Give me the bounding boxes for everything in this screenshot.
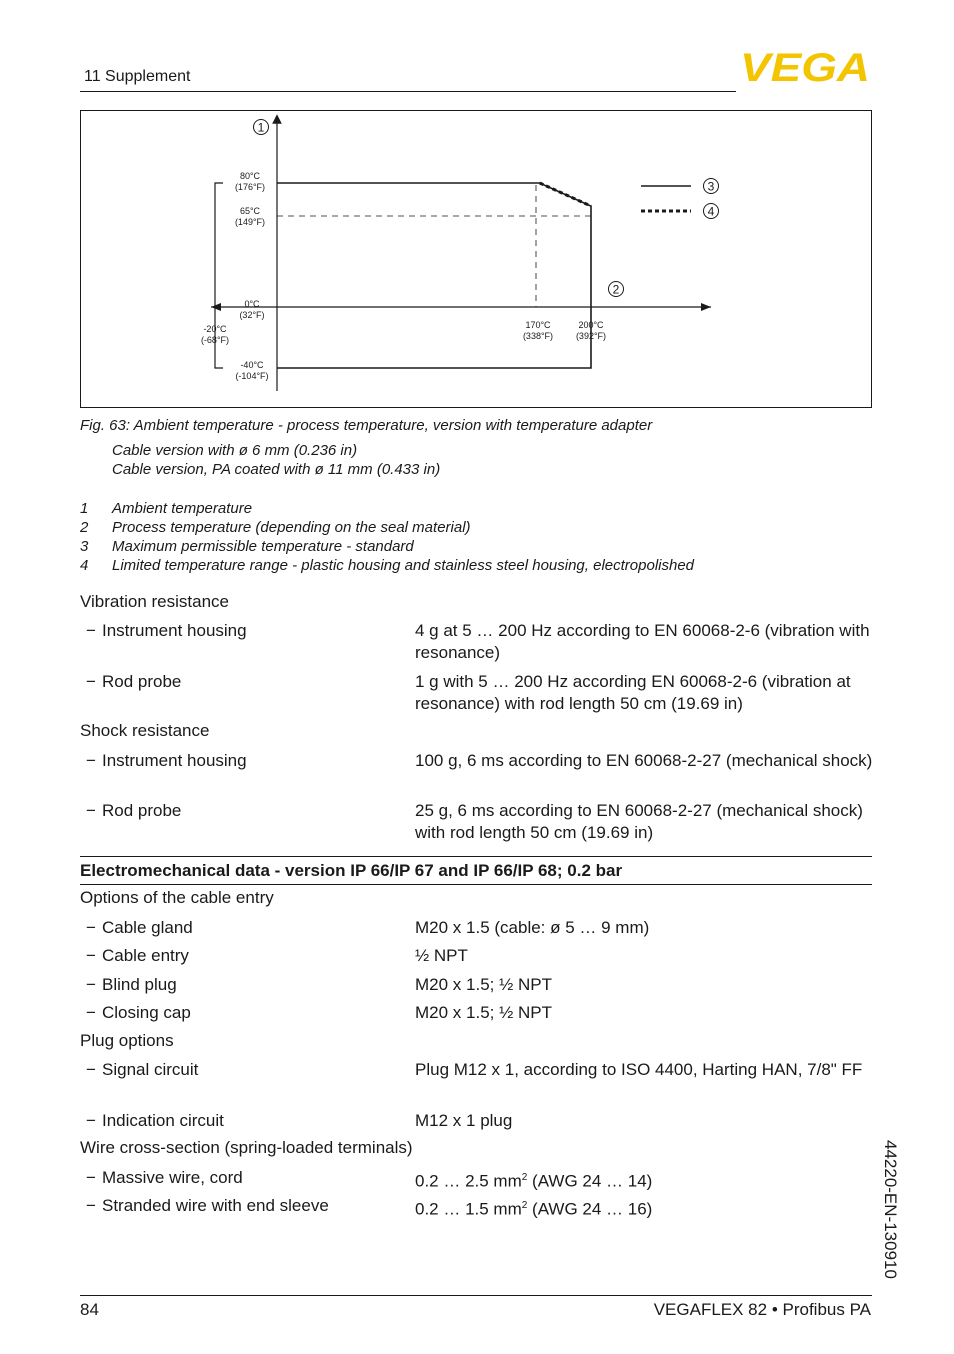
- marker-1-label: 1: [257, 120, 265, 135]
- spec-label: Cable gland: [102, 918, 193, 937]
- legend-item: [80, 500, 840, 517]
- ytick-0f: (32°F): [239, 310, 265, 320]
- spec-label: Blind plug: [102, 975, 177, 994]
- legend-num: 2: [80, 519, 89, 536]
- figure-subline-1: Cable version with ø 6 mm (0.236 in): [112, 442, 358, 459]
- document-code-text: 44220-EN-130910: [881, 1140, 900, 1279]
- dash: −: [86, 621, 96, 640]
- ytick-m20c: -20°C: [203, 324, 227, 334]
- xtick-200f: (392°F): [575, 331, 607, 341]
- temperature-chart: [81, 111, 871, 407]
- spec-label: Cable entry: [102, 946, 189, 965]
- legend-num: 4: [80, 557, 89, 574]
- dash: −: [86, 1168, 96, 1187]
- section-header: 11 Supplement: [84, 68, 191, 85]
- dash: −: [86, 1111, 96, 1130]
- legend-item: [80, 557, 840, 574]
- marker-3-label: 3: [707, 179, 715, 194]
- spec-label: Instrument housing: [102, 621, 247, 640]
- dash: −: [86, 672, 96, 691]
- spec-value: M20 x 1.5 (cable: ø 5 … 9 mm): [415, 918, 650, 937]
- legend-num: 3: [80, 538, 89, 555]
- spec-label: Rod probe: [102, 801, 182, 820]
- spec-value: 0.2 … 2.5 $mm^2$ (AWG 24 … 14): [415, 1171, 653, 1191]
- heading-rule-top: [80, 856, 872, 857]
- spec-label: Closing cap: [102, 1003, 191, 1022]
- legend-item: [80, 538, 840, 555]
- spec-label: Stranded wire with end sleeve: [102, 1196, 329, 1215]
- spec-value: M20 x 1.5; ½ NPT: [415, 975, 552, 994]
- spec-value: M12 x 1 plug: [415, 1111, 513, 1130]
- header-rule: [80, 91, 736, 92]
- document-code: [876, 1140, 906, 1290]
- x-axis-arrow-left: [211, 303, 221, 311]
- dash: −: [86, 751, 96, 770]
- dash: −: [86, 918, 96, 937]
- legend-text: Maximum permissible temperature - standard: [112, 538, 414, 555]
- dash: −: [86, 1196, 96, 1215]
- wire-title: Wire cross-section (spring-loaded terminals): [80, 1138, 413, 1157]
- legend-text: Process temperature (depending on the seal material): [112, 519, 471, 536]
- legend-num: 1: [80, 500, 89, 517]
- heading-rule-bottom: [80, 884, 872, 885]
- spec-value: 100 g, 6 ms according to EN 60068-2-27 (mechanical shock): [415, 751, 873, 770]
- vibration-title: Vibration resistance: [80, 592, 229, 611]
- ytick-80c: 80°C: [239, 171, 261, 181]
- legend-text: Ambient temperature: [112, 500, 253, 517]
- ytick-80f: (176°F): [234, 182, 266, 192]
- spec-value: M20 x 1.5; ½ NPT: [415, 1003, 552, 1022]
- xtick-170c: 170°C: [525, 320, 551, 330]
- figure-caption: Fig. 63: Ambient temperature - process temperature, version with temperature adapter: [80, 417, 653, 434]
- legend-item: [80, 519, 840, 536]
- vega-logo: [740, 50, 872, 84]
- xtick-170f: (338°F): [522, 331, 554, 341]
- marker-4-label: 4: [707, 204, 715, 219]
- spec-value: Plug M12 x 1, according to ISO 4400, Harting HAN, 7/8" FF: [415, 1060, 863, 1079]
- marker-2-label: 2: [612, 282, 620, 297]
- figure-frame: [80, 110, 872, 408]
- spec-value: 1 g with 5 … 200 Hz according EN 60068-2-6 (vibration at resonance) with rod length 50 cm (19.69 in): [415, 672, 851, 713]
- spec-value: ½ NPT: [415, 946, 468, 965]
- logo-text: VEGA: [740, 50, 870, 84]
- page-number: 84: [80, 1300, 99, 1319]
- ytick-65c: 65°C: [239, 206, 261, 216]
- footer-rule: [80, 1295, 872, 1296]
- ytick-m40c: -40°C: [240, 360, 264, 370]
- ytick-m20f: (-68°F): [200, 335, 230, 345]
- figure-subline-2: Cable version, PA coated with ø 11 mm (0.433 in): [112, 461, 441, 478]
- ytick-65f: (149°F): [234, 217, 266, 227]
- dash: −: [86, 1060, 96, 1079]
- dash: −: [86, 946, 96, 965]
- shock-title: Shock resistance: [80, 721, 210, 740]
- spec-label: Massive wire, cord: [102, 1168, 243, 1187]
- dash: −: [86, 975, 96, 994]
- plug-title: Plug options: [80, 1031, 174, 1050]
- spec-value: 25 g, 6 ms according to EN 60068-2-27 (mechanical shock) with rod length 50 cm (19.69 in): [415, 801, 863, 842]
- x-axis-arrow-right: [701, 303, 711, 311]
- electro-heading: Electromechanical data - version IP 66/IP 67 and IP 66/IP 68; 0.2 bar: [80, 861, 623, 880]
- dash: −: [86, 1003, 96, 1022]
- spec-label: Indication circuit: [102, 1111, 224, 1130]
- spec-value: 0.2 … 1.5 $mm^2$ (AWG 24 … 16): [415, 1199, 653, 1219]
- product-name: VEGAFLEX 82 • Profibus PA: [653, 1300, 871, 1319]
- spec-label: Signal circuit: [102, 1060, 199, 1079]
- ytick-0c: 0°C: [244, 299, 260, 309]
- legend-text: Limited temperature range - plastic housing and stainless steel housing, electropolished: [112, 557, 695, 574]
- ytick-m40f: (-104°F): [235, 371, 269, 381]
- spec-label: Rod probe: [102, 672, 182, 691]
- spec-value: 4 g at 5 … 200 Hz according to EN 60068-2-6 (vibration with resonance): [415, 621, 870, 662]
- dash: −: [86, 801, 96, 820]
- xtick-200c: 200°C: [578, 320, 604, 330]
- cable-entry-title: Options of the cable entry: [80, 888, 274, 907]
- spec-label: Instrument housing: [102, 751, 247, 770]
